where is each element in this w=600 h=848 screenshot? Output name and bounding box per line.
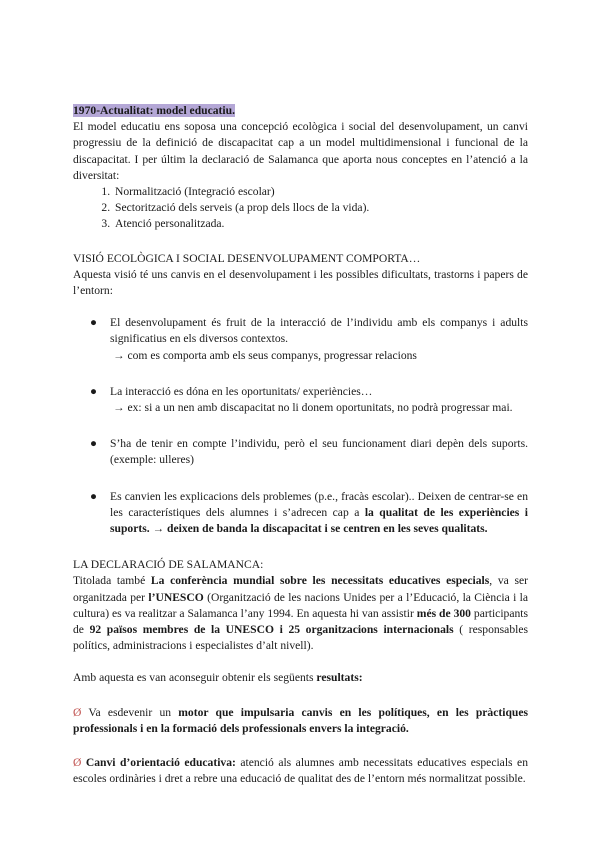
list-item [73, 384, 528, 416]
arrow-note: → com es comporta amb els seus companys, progressar relacions [113, 348, 417, 362]
list-item: 3. Atenció personalitzada. [113, 216, 528, 232]
bullet-icon: ● [90, 384, 98, 398]
paragraph-salamanca: Titolada també La conferència mundial sobre les necessitats educatives especials, va ser organitzada per l’UNESCO (Organització de les nacions Unides per a l’Educació, la Ciència i la cultura) es va realitzar a Salamanca l’any 1994. En aquesta hi van assistir més de 300 participants de 92 països membres de la UNESCO i 25 organitzacions internacionals ( responsables polítics, administracions i especialistes d’alt nivell). [73, 574, 529, 653]
section-heading-declaracio-salamanca: LA DECLARACIÓ DE SALAMANCA: [73, 558, 264, 572]
list-item: 1. Normalització (Integració escolar) [113, 184, 528, 200]
numbered-list [73, 184, 528, 233]
result-marker-icon: Ø [73, 756, 82, 770]
result-item: Ø Va esdevenir un motor que impulsaria canvis en les polítiques, en les pràctiques professionals i en la formació dels professionals envers la integració. [73, 705, 528, 735]
arrow-note: → ex: si a un nen amb discapacitat no li donem oportunitats, no podrà progressar mai. [113, 401, 513, 415]
paragraph-model-educatiu: El model educatiu ens soposa una concepció ecològica i social del desenvolupament, un canvi progressiu de la definició de discapacitat cap a un model multidimensional i funcional de la discapacitat. I per últim la declaració de Salamanca que aporta nous conceptes en l’atenció a la diversitat: [73, 120, 528, 182]
paragraph-resultats-intro: Amb aquesta es van aconseguir obtenir els següents resultats: [73, 671, 363, 685]
section-heading-visio-ecologica: VISIÓ ECOLÒGICA I SOCIAL DESENVOLUPAMENT COMPORTA… [73, 251, 421, 265]
result-item: Ø Canvi d’orientació educativa: atenció als alumnes amb necessitats educatives especials en escoles ordinàries i dret a rebre una educació de qualitat des de l’entorn més normalitzat possible. [73, 756, 528, 786]
bullet-text: Es canvien les explicacions dels problemes (p.e., fracàs escolar).. Deixen de centrar-se en les característiques dels alumnes i s’adrecen cap a la qualitat de les experiències i suports. → deixen de banda la discapacitat i se centren en les seves qualitats. [110, 489, 529, 536]
list-item [73, 436, 528, 468]
list-item [73, 315, 528, 364]
bullet-text: La interacció es dóna en les oportunitats/ experiències… [110, 384, 373, 398]
paragraph-visio-intro: Aquesta visió té uns canvis en el desenvolupament i les possibles dificultats, trastorns i papers de l’entorn: [73, 267, 528, 298]
result-marker-icon: Ø [73, 705, 82, 719]
bullet-list [73, 315, 528, 537]
bullet-icon: ● [90, 489, 98, 503]
document-body [73, 103, 528, 788]
list-item: 2. Sectorització dels serveis (a prop dels llocs de la vida). [113, 200, 528, 216]
bullet-icon: ● [90, 316, 98, 330]
bullet-text: El desenvolupament és fruit de la interacció de l’individu amb els companys i adults significatius en els diversos contextos. [110, 316, 528, 346]
bullet-text: S’ha de tenir en compte l’individu, però el seu funcionament diari depèn dels suports. (exemple: ulleres) [110, 437, 528, 467]
list-item [73, 489, 528, 538]
bullet-icon: ● [90, 437, 98, 451]
section-heading-model-educatiu: 1970-Actualitat: model educatiu. [73, 104, 235, 117]
